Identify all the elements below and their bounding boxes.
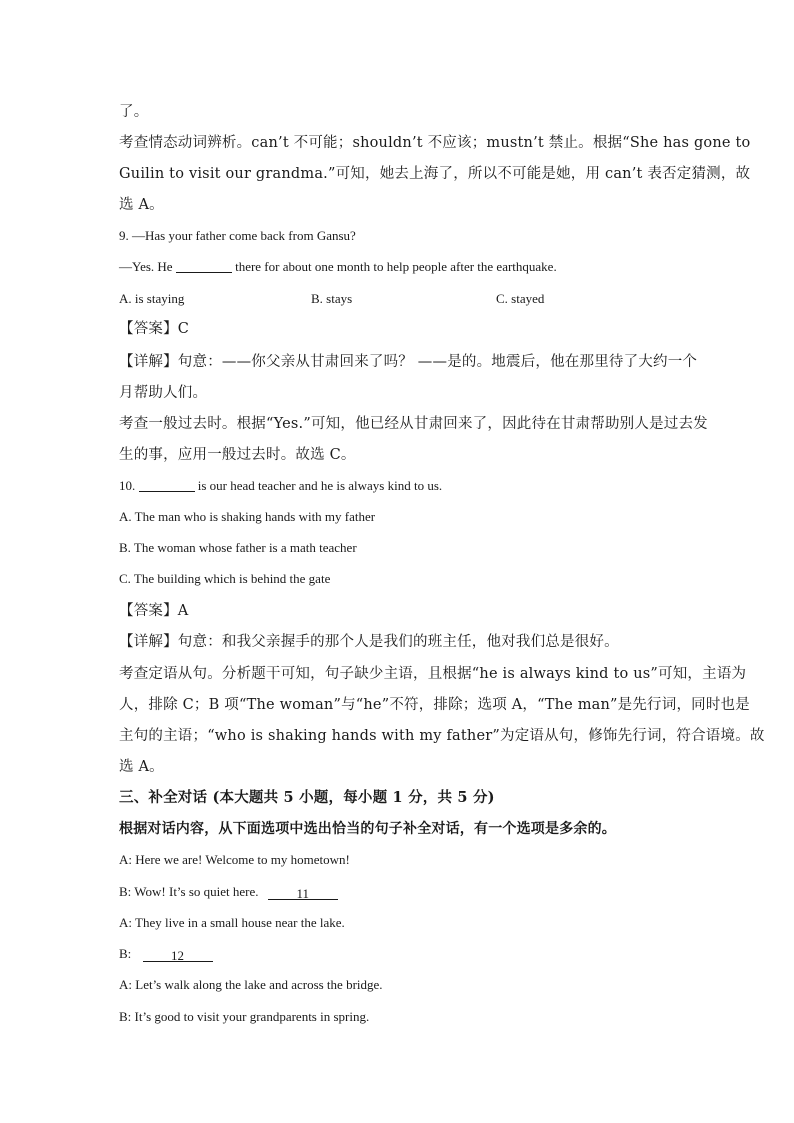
dialogue-text: B: Wow! It’s so quiet here. [119,884,259,899]
explanation-10: 人，排除 C；B 项“The woman”与“he”不符，排除；选项 A，“The man”是先行词，同时也是 [119,697,750,713]
dialogue-line: A: Here we are! Welcome to my hometown! [119,852,350,867]
blank-12: 12 [143,946,213,962]
blank-11: 11 [268,884,338,900]
option-9-a: A. is staying [119,291,185,306]
question-9-response-start: —Yes. He [119,259,173,274]
answer-10: 【答案】A [119,603,189,619]
dialogue-line: A: They live in a small house near the lake. [119,915,345,930]
explanation-10: 考查定语从句。分析题干可知，句子缺少主语，且根据“he is always kind to us”可知，主语为 [119,666,747,682]
text-line: 考查情态动词辨析。can’t 不可能；shouldn’t 不应该；mustn’t 禁止。根据“She has gone to [119,135,751,151]
question-9-response-end: there for about one month to help people after the earthquake. [235,259,557,274]
option-9-c: C. stayed [496,291,545,306]
section-instructions: 根据对话内容，从下面选项中选出恰当的句子补全对话，有一个选项是多余的。 [119,821,616,837]
detail-9: 【详解】句意：——你父亲从甘肃回来了吗？ ——是的。地震后，他在那里待了大约一个 [119,354,698,370]
option-9-b: B. stays [311,291,353,306]
explanation-10: 主句的主语；“who is shaking hands with my father”为定语从句，修饰先行词，符合语境。故 [119,728,765,744]
question-10 [119,476,442,496]
text-line: 了。 [119,104,149,120]
dialogue-line [119,882,338,902]
explanation-9: 考查一般过去时。根据“Yes.”可知，他已经从甘肃回来了，因此待在甘肃帮助别人是过去发 [119,416,708,432]
question-9-response [119,257,557,277]
explanation-10: 选 A。 [119,759,164,775]
text-line: Guilin to visit our grandma.”可知，她去上海了，所以不可能是她，用 can’t 表否定猜测，故 [119,166,751,182]
answer-9: 【答案】C [119,321,190,337]
detail-10: 【详解】句意：和我父亲握手的那个人是我们的班主任，他对我们总是很好。 [119,634,619,650]
dialogue-line: A: Let’s walk along the lake and across the bridge. [119,977,383,992]
dialogue-speaker: B: [119,946,132,961]
section-heading: 三、补全对话 (本大题共 5 小题，每小题 1 分，共 5 分) [119,789,495,806]
explanation-9: 生的事，应用一般过去时。故选 C。 [119,447,356,463]
option-10-a: A. The man who is shaking hands with my father [119,509,376,524]
option-10-b: B. The woman whose father is a math teacher [119,540,357,555]
text-line: 选 A。 [119,197,164,213]
question-10-number: 10. [119,478,136,493]
question-9: 9. —Has your father come back from Gansu? [119,228,356,243]
detail-9: 月帮助人们。 [119,385,208,401]
option-10-c: C. The building which is behind the gate [119,571,331,586]
dialogue-line: B: It’s good to visit your grandparents in spring. [119,1009,370,1024]
answer-blank [139,477,195,492]
answer-blank [176,258,232,273]
dialogue-line [119,944,213,964]
question-10-text: is our head teacher and he is always kind to us. [197,478,443,493]
